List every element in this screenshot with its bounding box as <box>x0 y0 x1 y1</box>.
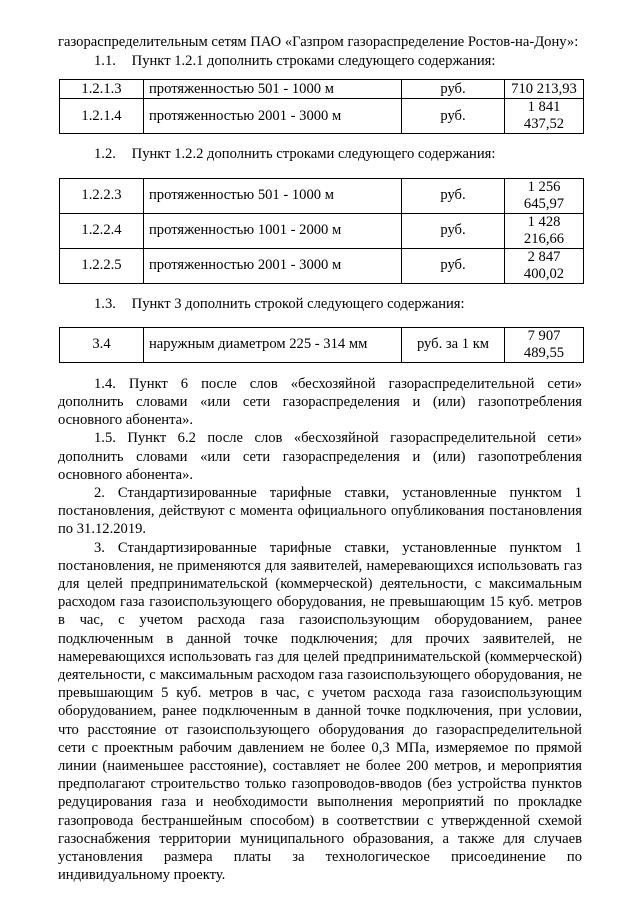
value-cell: 1 841 437,52 <box>505 99 584 134</box>
description-cell: протяженностью 501 - 1000 м <box>144 80 402 99</box>
paragraph-1-5: 1.5. Пункт 6.2 после слов «бесхозяйной газораспределительной сети» дополнить словами «или сети газораспределения и (или) газопотребления основного абонента». <box>58 430 582 483</box>
table-row <box>60 213 584 248</box>
paragraph-1-4: 1.4. Пункт 6 после слов «бесхозяйной газораспределительной сети» дополнить словами «или сети газораспределения и (или) газопотребления основного абонента». <box>58 375 582 429</box>
description-cell: протяженностью 2001 - 3000 м <box>144 99 402 134</box>
value-cell: 2 847 400,02 <box>505 248 584 283</box>
table-row <box>60 80 584 99</box>
unit-cell: руб. <box>402 213 505 248</box>
item-text: Пункт 3 дополнить строкой следующего содержания: <box>131 295 465 312</box>
value-cell: 7 907 489,55 <box>505 327 584 362</box>
unit-cell: руб. за 1 км <box>402 327 505 362</box>
code-cell: 1.2.1.4 <box>60 99 144 134</box>
code-cell: 3.4 <box>60 327 144 362</box>
item-number: 1.2. <box>94 146 116 163</box>
paragraph-3: 3. Стандартизированные тарифные ставки, установленные пунктом 1 постановления, не применяются для заявителей, намеревающихся использовать газ для целей предпринимательской (коммерческой) деятельности, с максимальным расходом газа газоиспользующего оборудования, не превышающим 15 куб. метров в час, с учетом расхода газа газоиспользующим оборудованием, ранее подключенным в данной точке подключения; для прочих заявителей, не намеревающихся использовать газ для целей предпринимательской (коммерческой) деятельности, с максимальным расходом газа газоиспользующего оборудования, не превышающим 5 куб. метров в час, с учетом расхода газа газоиспользующим оборудованием, ранее подключенным в данной точке подключения, при условии, что расстояние от газоиспользующего оборудования до газораспределительной сети с проектным рабочим давлением не более 0,3 МПа, измеряемое по прямой линии (наименьшее расстояние), составляет не более 200 метров, и мероприятия предполагают строительство только газопроводов-вводов (без устройства пунктов редуцирования газа и необходимости выполнения мероприятий по прокладке газопровода бестраншейным способом) в соответствии с утвержденной схемой газоснабжения территории муниципального образования, а также для случаев установления размера платы за технологическое присоединение по индивидуальному проекту. <box>58 539 582 884</box>
description-cell: протяженностью 501 - 1000 м <box>144 178 402 213</box>
value-cell: 1 428 216,66 <box>505 213 584 248</box>
unit-cell: руб. <box>402 248 505 283</box>
unit-cell: руб. <box>402 80 505 99</box>
item-1-2 <box>58 145 582 163</box>
table-row <box>60 248 584 283</box>
description-cell: протяженностью 1001 - 2000 м <box>144 213 402 248</box>
item-number: 1.3. <box>94 295 116 312</box>
description-cell: наружным диаметром 225 - 314 мм <box>144 327 402 362</box>
intro-paragraph: газораспределительным сетям ПАО «Газпром газораспределение Ростов-на-Дону»: <box>58 34 579 50</box>
paragraph-2: 2. Стандартизированные тарифные ставки, установленные пунктом 1 постановления, действуют с момента официального опубликования постановления по 31.12.2019. <box>58 485 582 538</box>
table-row <box>60 99 584 134</box>
item-1-3 <box>58 295 582 313</box>
code-cell: 1.2.2.4 <box>60 213 144 248</box>
rates-table-3 <box>59 327 584 363</box>
table-row <box>60 327 584 362</box>
item-text: Пункт 1.2.1 дополнить строками следующего содержания: <box>131 53 496 70</box>
table-row <box>60 178 584 213</box>
description-cell: протяженностью 2001 - 3000 м <box>144 248 402 283</box>
rates-table-2 <box>59 178 584 284</box>
code-cell: 1.2.2.3 <box>60 178 144 213</box>
unit-cell: руб. <box>402 99 505 134</box>
item-1-1 <box>58 52 582 70</box>
value-cell: 710 213,93 <box>505 80 584 99</box>
item-text: Пункт 1.2.2 дополнить строками следующего содержания: <box>131 146 496 163</box>
unit-cell: руб. <box>402 178 505 213</box>
value-cell: 1 256 645,97 <box>505 178 584 213</box>
item-number: 1.1. <box>94 53 116 70</box>
code-cell: 1.2.2.5 <box>60 248 144 283</box>
code-cell: 1.2.1.3 <box>60 80 144 99</box>
rates-table-1 <box>59 79 584 134</box>
